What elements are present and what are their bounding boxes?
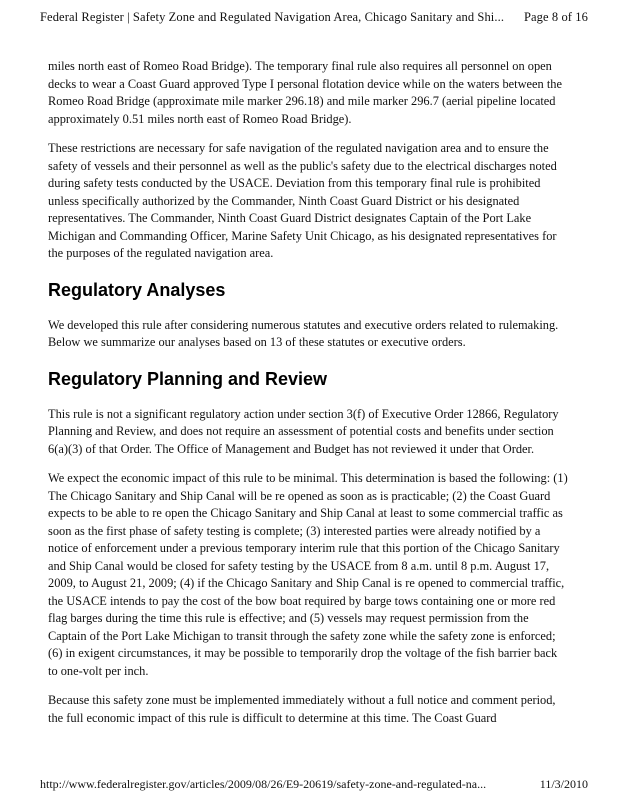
- paragraph: This rule is not a significant regulatory action under section 3(f) of Executive Order 12866, Regulatory Planning and Review, and does not require an assessment of potential costs and benefits under section 6(a)(3) of that Order. The Office of Management and Budget has not reviewed it under that Order.: [48, 406, 559, 456]
- footer-date: 11/3/2010: [539, 777, 588, 791]
- section-heading-regulatory-planning: Regulatory Planning and Review: [48, 368, 328, 389]
- section-heading-regulatory-analyses: Regulatory Analyses: [48, 279, 226, 300]
- paragraph: Because this safety zone must be implemented immediately without a full notice and comment period, the full economic impact of this rule is difficult to determine at this time. The Coast Guard: [48, 693, 556, 725]
- page-header: [40, 10, 588, 25]
- paragraph: These restrictions are necessary for safe navigation of the regulated navigation area and to ensure the safety of vessels and their personnel as well as the public's safety due to the electrical discharges noted during safety tests conducted by the USACE. Deviation from this temporary final rule is prohibited unless specifically authorized by the Commander, Ninth Coast Guard District or his designated representatives. The Commander, Ninth Coast Guard District designates Captain of the Port Lake Michigan and Commanding Officer, Marine Safety Unit Chicago, as his designated representatives for the purposes of the regulated navigation area.: [48, 141, 557, 260]
- header-title: Federal Register | Safety Zone and Regulated Navigation Area, Chicago Sanitary and Shi...: [40, 10, 505, 24]
- page-number: Page 8 of 16: [523, 10, 588, 24]
- paragraph: We expect the economic impact of this rule to be minimal. This determination is based the following: (1) The Chicago Sanitary and Ship Canal will be re opened as soon as is practicable; (2) the Coast Guard expects to be able to re open the Chicago Sanitary and Ship Canal at least to some commercial traffic as soon as the first phase of safety testing is complete; (3) interested parties were already notified by a notice of enforcement under a previous temporary interim rule that this portion of the Chicago Sanitary and Ship Canal would be closed for safety testing by the USACE from 8 a.m. until 8 p.m. August 17, 2009, to August 21, 2009; (4) if the Chicago Sanitary and Ship Canal is re opened to commercial traffic, the USACE intends to pay the cost of the bow boat required by barge tows containing one or more red flag barges during the time this rule is effective; and (5) vessels may request permission from the Captain of the Port Lake Michigan to transit through the safety zone while the safety zone is enforced; (6) in exigent circumstances, it may be possible to temporarily drop the voltage of the fish barrier back to one-volt per inch.: [48, 471, 568, 678]
- paragraph: We developed this rule after considering numerous statutes and executive orders related to rulemaking. Below we summarize our analyses based on 13 of these statutes or executive orders.: [48, 317, 559, 349]
- paragraph: miles north east of Romeo Road Bridge). The temporary final rule also requires all personnel on open decks to wear a Coast Guard approved Type I personal flotation device while on the waters between the Romeo Road Bridge (approximate mile marker 296.18) and mile marker 296.7 (aerial pipeline located approximately 0.51 miles north east of Romeo Road Bridge).: [48, 59, 562, 126]
- footer-url: http://www.federalregister.gov/articles/2009/08/26/E9-20619/safety-zone-and-regulated-na...: [40, 777, 487, 791]
- page-footer: [40, 777, 588, 792]
- document-body: [48, 58, 568, 739]
